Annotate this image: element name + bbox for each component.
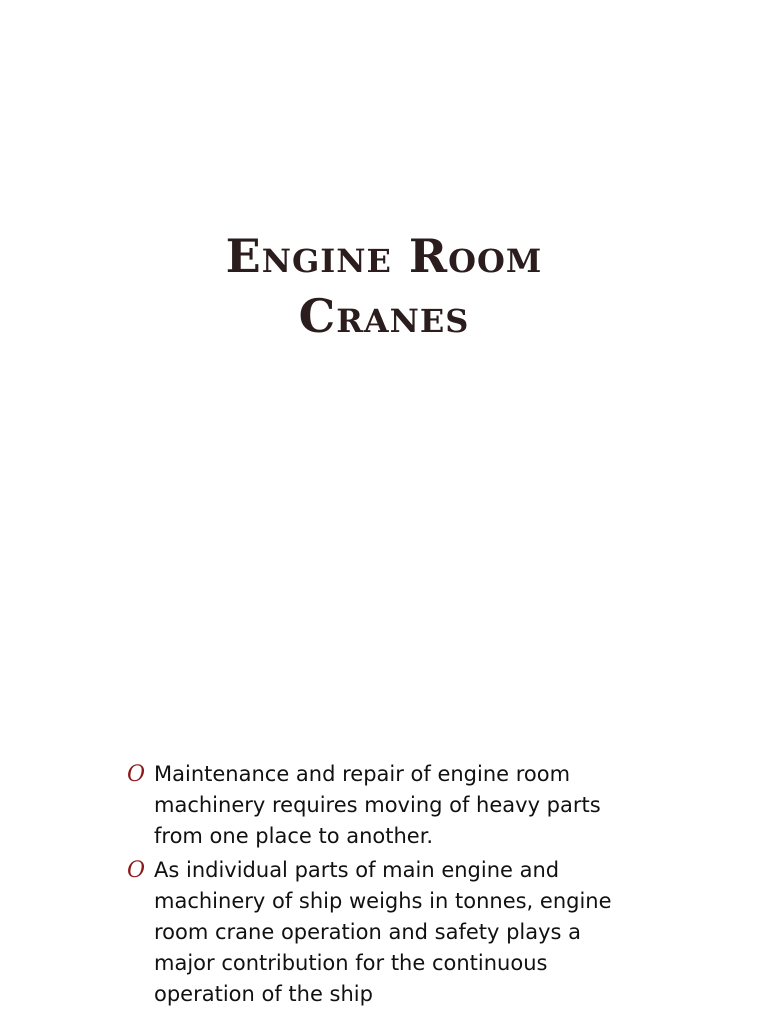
bullet-text-line: As individual parts of main engine and <box>154 858 560 882</box>
bullet-text-line: operation of the ship <box>154 982 373 1006</box>
slide-title <box>0 226 768 346</box>
bullet-list <box>127 759 647 1013</box>
bullet-text-line: machinery of ship weighs in tonnes, engine <box>154 889 612 913</box>
bullet-text-line: major contribution for the continuous <box>154 951 548 975</box>
title-line-2: Cranes <box>298 289 470 343</box>
bullet-text-line: machinery requires moving of heavy parts <box>154 793 601 817</box>
bullet-marker-icon: O <box>127 858 146 883</box>
bullet-item <box>127 855 647 1010</box>
bullet-text-line: Maintenance and repair of engine room <box>154 762 571 786</box>
bullet-marker-icon: O <box>127 762 146 787</box>
bullet-text-line: from one place to another. <box>154 824 434 848</box>
title-line-1: Engine Room <box>225 229 543 283</box>
bullet-item <box>127 759 647 852</box>
bullet-text-line: room crane operation and safety plays a <box>154 920 582 944</box>
